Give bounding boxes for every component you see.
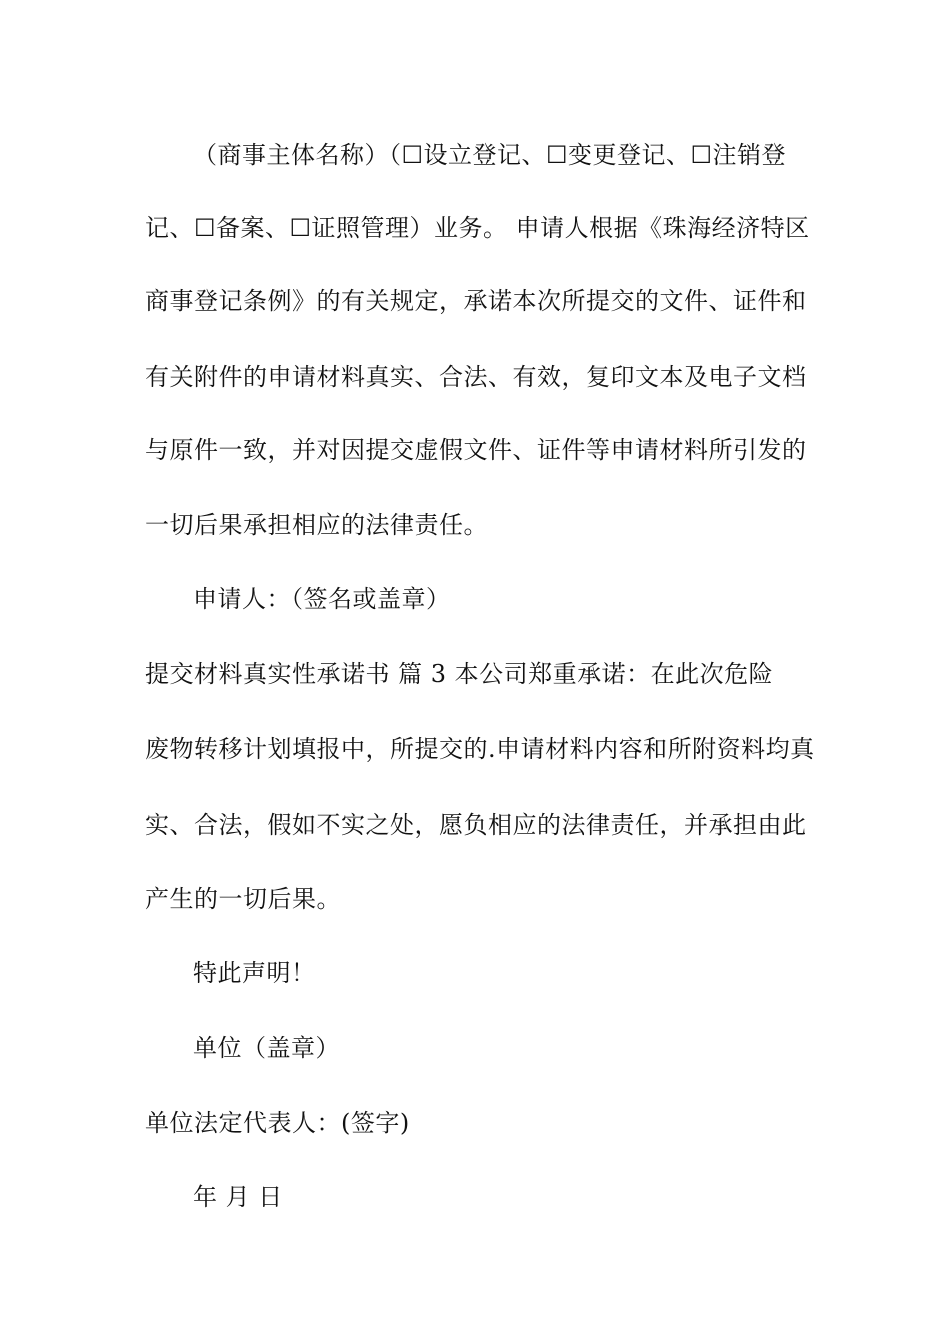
paragraph-line-9: 废物转移计划填报中，所提交的.申请材料内容和所附资料均真 [145, 735, 815, 763]
paragraph-line-11: 产生的一切后果。 [145, 885, 341, 913]
paragraph-line-6: 一切后果承担相应的法律责任。 [145, 511, 488, 539]
declaration-line: 特此声明！ [193, 959, 316, 987]
section-heading-line: 提交材料真实性承诺书 篇 3 本公司郑重承诺：在此次危险 [145, 660, 774, 688]
paragraph-line-1: （商事主体名称）（☐设立登记、☐变更登记、☐注销登 [193, 141, 787, 169]
paragraph-line-2: 记、☐备案、☐证照管理）业务。 申请人根据《珠海经济特区 [145, 214, 810, 242]
paragraph-line-3: 商事登记条例》的有关规定，承诺本次所提交的文件、证件和 [145, 287, 807, 315]
unit-seal-line: 单位（盖章） [193, 1034, 340, 1062]
paragraph-line-5: 与原件一致，并对因提交虚假文件、证件等申请材料所引发的 [145, 436, 807, 464]
legal-representative-line: 单位法定代表人：(签字) [145, 1109, 410, 1137]
date-line: 年 月 日 [193, 1183, 283, 1211]
paragraph-line-4: 有关附件的申请材料真实、合法、有效，复印文本及电子文档 [145, 363, 807, 391]
applicant-signature-line: 申请人：（签名或盖章） [193, 585, 451, 613]
paragraph-line-10: 实、合法，假如不实之处，愿负相应的法律责任，并承担由此 [145, 811, 807, 839]
